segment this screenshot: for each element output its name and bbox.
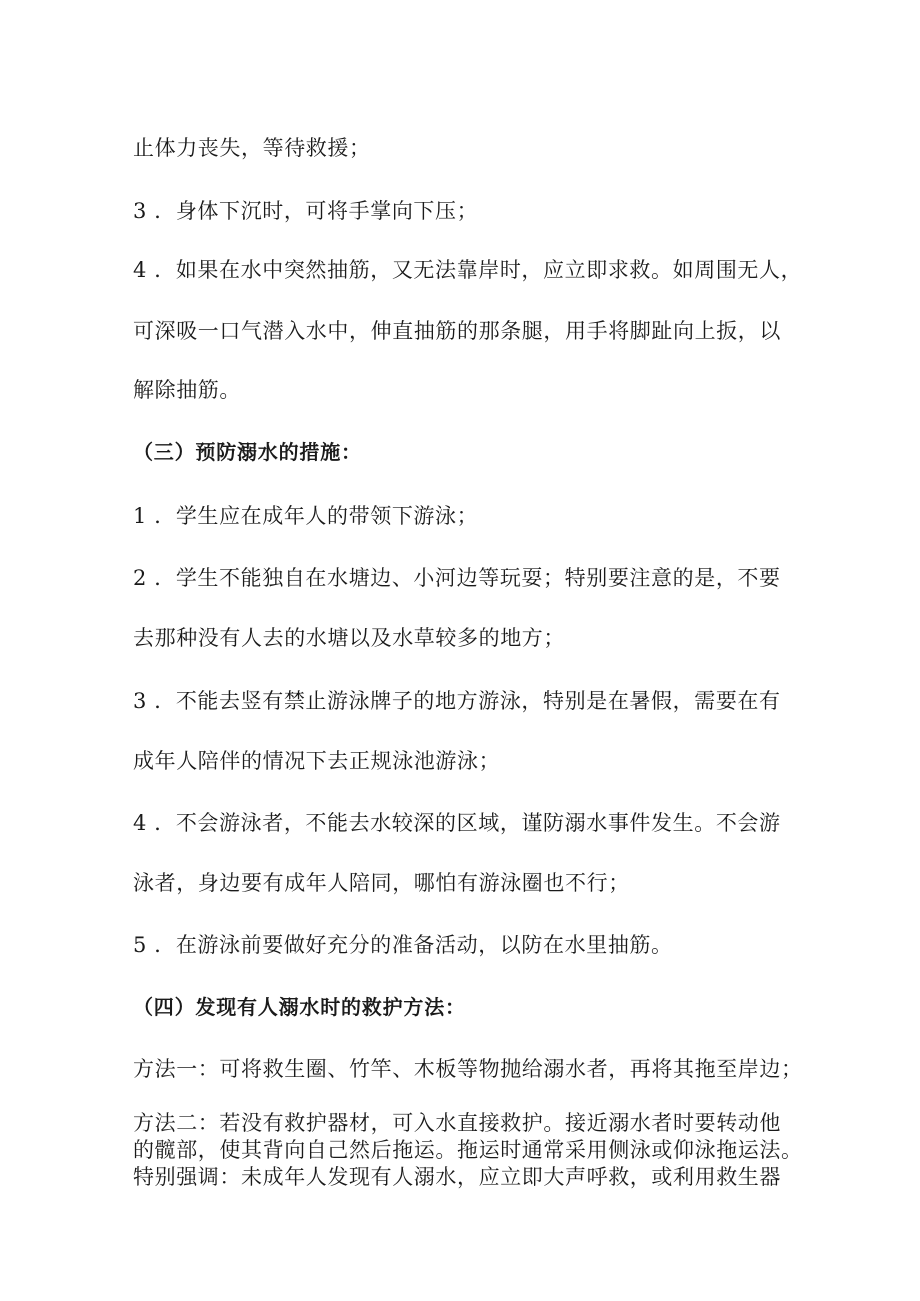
- section-heading: （四）发现有人溺水时的救护方法：: [133, 995, 466, 1019]
- text-line: 特别强调：未成年人发现有人溺水，应立即大声呼救，或利用救生器: [133, 1165, 781, 1189]
- text-line: 方法二：若没有救护器材，可入水直接救护。接近溺水者时要转动他: [133, 1111, 781, 1135]
- text-line: 4 ．如果在水中突然抽筋，又无法靠岸时，应立即求救。如周围无人，: [133, 258, 803, 282]
- text-line: 3 ．不能去竖有禁止游泳牌子的地方游泳，特别是在暑假，需要在有: [133, 689, 781, 713]
- text-line: 泳者，身边要有成年人陪同，哪怕有游泳圈也不行；: [133, 871, 630, 895]
- text-line: 方法一：可将救生圈、竹竿、木板等物抛给溺水者，再将其拖至岸边；: [133, 1057, 803, 1081]
- text-line: 3 ．身体下沉时，可将手掌向下压；: [133, 199, 479, 223]
- text-line: 2 ．学生不能独自在水塘边、小河边等玩耍；特别要注意的是，不要: [133, 566, 781, 590]
- text-line: 止体力丧失，等待救援；: [133, 136, 371, 160]
- text-line: 1 ．学生应在成年人的带领下游泳；: [133, 504, 479, 528]
- text-line: 4 ．不会游泳者，不能去水较深的区域，谨防溺水事件发生。不会游: [133, 811, 781, 835]
- text-line: 成年人陪伴的情况下去正规泳池游泳；: [133, 749, 501, 773]
- text-line: 解除抽筋。: [133, 378, 241, 402]
- text-line: 去那种没有人去的水塘以及水草较多的地方；: [133, 626, 565, 650]
- text-line: 可深吸一口气潜入水中，伸直抽筋的那条腿，用手将脚趾向上扳，以: [133, 319, 781, 343]
- section-heading: （三）预防溺水的措施：: [133, 440, 362, 464]
- text-line: 5 ．在游泳前要做好充分的准备活动，以防在水里抽筋。: [133, 933, 673, 957]
- text-line: 的髋部，使其背向自己然后拖运。拖运时通常采用侧泳或仰泳拖运法。: [133, 1138, 803, 1162]
